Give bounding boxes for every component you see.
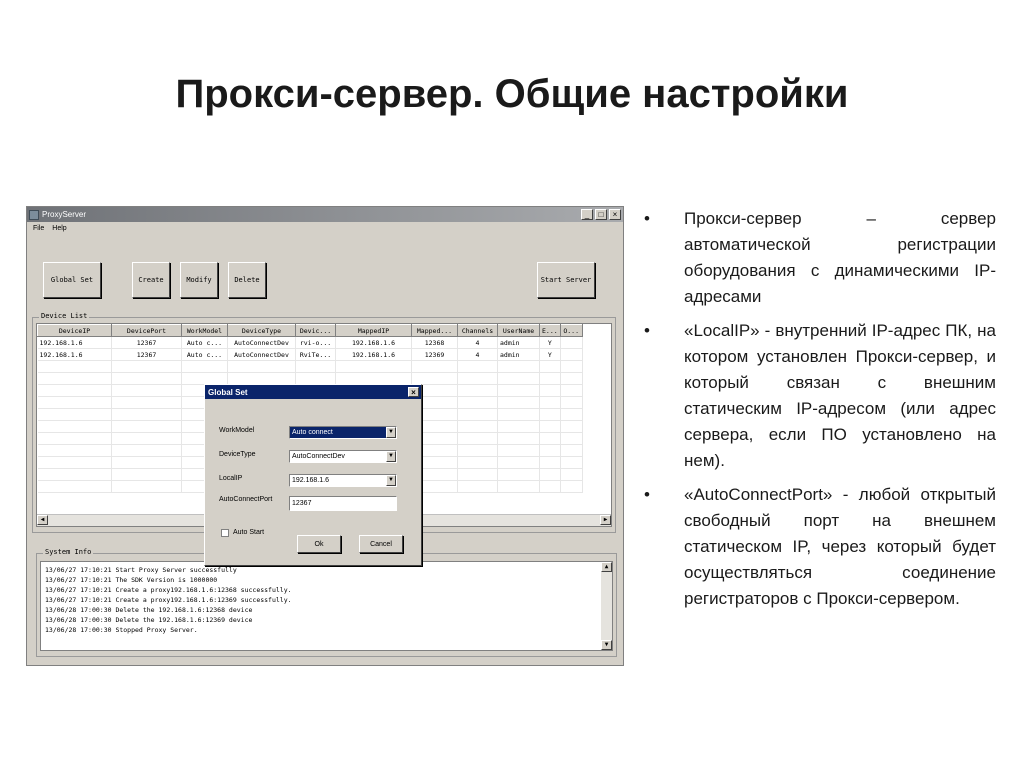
table-header	[38, 325, 583, 337]
bullet-text: Прокси-сервер – сервер автоматической регистрации оборудования с динамическими IP-адресами	[684, 209, 996, 306]
table-row	[38, 373, 583, 385]
window-title: ProxyServer	[42, 210, 87, 219]
table-row[interactable]	[38, 337, 583, 349]
maximize-button[interactable]: □	[595, 209, 607, 220]
log-line: 13/06/28 17:00:30 Delete the 192.168.1.6:12368 device	[45, 606, 253, 614]
auto-start-checkbox[interactable]	[221, 529, 229, 537]
log-line: 13/06/27 17:10:21 Create a proxy192.168.1.6:12369 successfully.	[45, 596, 292, 604]
scroll-left-icon[interactable]: ◀	[37, 515, 48, 525]
scroll-up-icon[interactable]: ▲	[601, 562, 612, 572]
bullet-text: «LocalIP» - внутренний IP-адрес ПК, на котором установлен Прокси-сервер, и который связан с внешним статическим IP-адресом (или адрес сервера, если ПО установлено на нем).	[684, 321, 996, 470]
device-type-value: AutoConnectDev	[292, 453, 345, 460]
cell-device-type: AutoConnectDev	[228, 349, 296, 361]
menu-bar	[27, 222, 623, 234]
dialog-titlebar	[205, 385, 421, 399]
column-header[interactable]: DeviceIP	[38, 325, 112, 337]
column-header[interactable]: WorkModel	[182, 325, 228, 337]
column-header[interactable]: E...	[540, 325, 561, 337]
log-line: 13/06/27 17:10:21 The SDK Version is 1000000	[45, 576, 218, 584]
ok-button[interactable]: Ok	[297, 535, 341, 553]
bullet-text: «AutoConnectPort» - любой открытый свободный порт на внешнем статическом IP, через который будет осуществляться соединение регистраторов с Прокси-сервером.	[684, 485, 996, 608]
column-header[interactable]: Channels	[458, 325, 498, 337]
log-line: 13/06/27 17:10:21 Create a proxy192.168.1.6:12368 successfully.	[45, 586, 292, 594]
vertical-scrollbar[interactable]	[601, 562, 612, 650]
dialog-close-button[interactable]: ×	[408, 387, 419, 397]
local-ip-select[interactable]	[289, 474, 397, 487]
chevron-down-icon[interactable]: ▼	[386, 475, 396, 486]
column-header[interactable]: O...	[560, 325, 582, 337]
log-line: 13/06/27 17:10:21 Start Proxy Server successfully	[45, 566, 237, 574]
auto-start-label: Auto Start	[233, 529, 265, 536]
system-info-label: System Info	[45, 548, 92, 556]
start-server-button[interactable]: Start Server	[537, 262, 595, 298]
dialog-title: Global Set	[208, 387, 248, 397]
log-line: 13/06/28 17:00:30 Stopped Proxy Server.	[45, 626, 198, 634]
bullet-item	[640, 482, 996, 612]
scroll-down-icon[interactable]: ▼	[601, 640, 612, 650]
cell-enabled: Y	[540, 337, 561, 349]
minimize-button[interactable]: _	[581, 209, 593, 220]
table-row[interactable]	[38, 349, 583, 361]
scroll-right-icon[interactable]: ▶	[600, 515, 611, 525]
auto-connect-port-input[interactable]: 12367	[289, 496, 397, 511]
bullet-icon: •	[644, 321, 650, 340]
bullet-item	[640, 318, 996, 474]
create-button[interactable]: Create	[132, 262, 170, 298]
app-icon	[29, 210, 39, 220]
cell-mapped-ip: 192.168.1.6	[336, 349, 412, 361]
cell-device-type: AutoConnectDev	[228, 337, 296, 349]
column-header[interactable]: DeviceType	[228, 325, 296, 337]
device-type-select[interactable]	[289, 450, 397, 463]
cell-device-port: 12367	[112, 337, 182, 349]
column-header[interactable]: UserName	[498, 325, 540, 337]
cell-mapped-port: 12368	[412, 337, 458, 349]
delete-button[interactable]: Delete	[228, 262, 266, 298]
cancel-button[interactable]: Cancel	[359, 535, 403, 553]
bullet-list	[640, 206, 996, 620]
column-header[interactable]: Devic...	[296, 325, 336, 337]
device-list-label: Device List	[41, 312, 88, 320]
cell-mapped-ip: 192.168.1.6	[336, 337, 412, 349]
cell-device-ip: 192.168.1.6	[38, 349, 112, 361]
cell-channels: 4	[458, 337, 498, 349]
chevron-down-icon[interactable]: ▼	[386, 451, 396, 462]
cell-channels: 4	[458, 349, 498, 361]
cell-username: admin	[498, 337, 540, 349]
menu-file[interactable]: File	[33, 224, 45, 232]
work-model-label: WorkModel	[219, 427, 255, 434]
global-set-dialog	[204, 384, 422, 566]
log-line: 13/06/28 17:00:30 Delete the 192.168.1.6:12369 device	[45, 616, 253, 624]
window-titlebar	[27, 207, 623, 222]
chevron-down-icon[interactable]: ▼	[386, 427, 396, 438]
local-ip-label: LocalIP	[219, 475, 243, 482]
table-row	[38, 361, 583, 373]
column-header[interactable]: MappedIP	[336, 325, 412, 337]
work-model-select[interactable]	[289, 426, 397, 439]
column-header[interactable]: DevicePort	[112, 325, 182, 337]
cell-device-port: 12367	[112, 349, 182, 361]
cell-username: admin	[498, 349, 540, 361]
bullet-icon: •	[644, 209, 650, 228]
cell-mapped-port: 12369	[412, 349, 458, 361]
cell-work-model: Auto c...	[182, 337, 228, 349]
close-button[interactable]: ×	[609, 209, 621, 220]
device-type-label: DeviceType	[219, 451, 256, 458]
menu-help[interactable]: Help	[52, 224, 67, 232]
cell-o	[560, 349, 582, 361]
cell-device-ip: 192.168.1.6	[38, 337, 112, 349]
cell-device-name: RviTe...	[296, 349, 336, 361]
bullet-icon: •	[644, 485, 650, 504]
auto-connect-port-label: AutoConnectPort	[219, 496, 273, 503]
cell-o	[560, 337, 582, 349]
cell-device-name: rvi-o...	[296, 337, 336, 349]
slide-title: Прокси-сервер. Общие настройки	[175, 72, 849, 116]
cell-work-model: Auto c...	[182, 349, 228, 361]
bullet-item	[640, 206, 996, 310]
cell-enabled: Y	[540, 349, 561, 361]
local-ip-value: 192.168.1.6	[292, 477, 329, 484]
column-header[interactable]: Mapped...	[412, 325, 458, 337]
work-model-value: Auto connect	[290, 427, 386, 438]
global-set-button[interactable]: Global Set	[43, 262, 101, 298]
modify-button[interactable]: Modify	[180, 262, 218, 298]
system-info-log[interactable]	[40, 561, 613, 651]
